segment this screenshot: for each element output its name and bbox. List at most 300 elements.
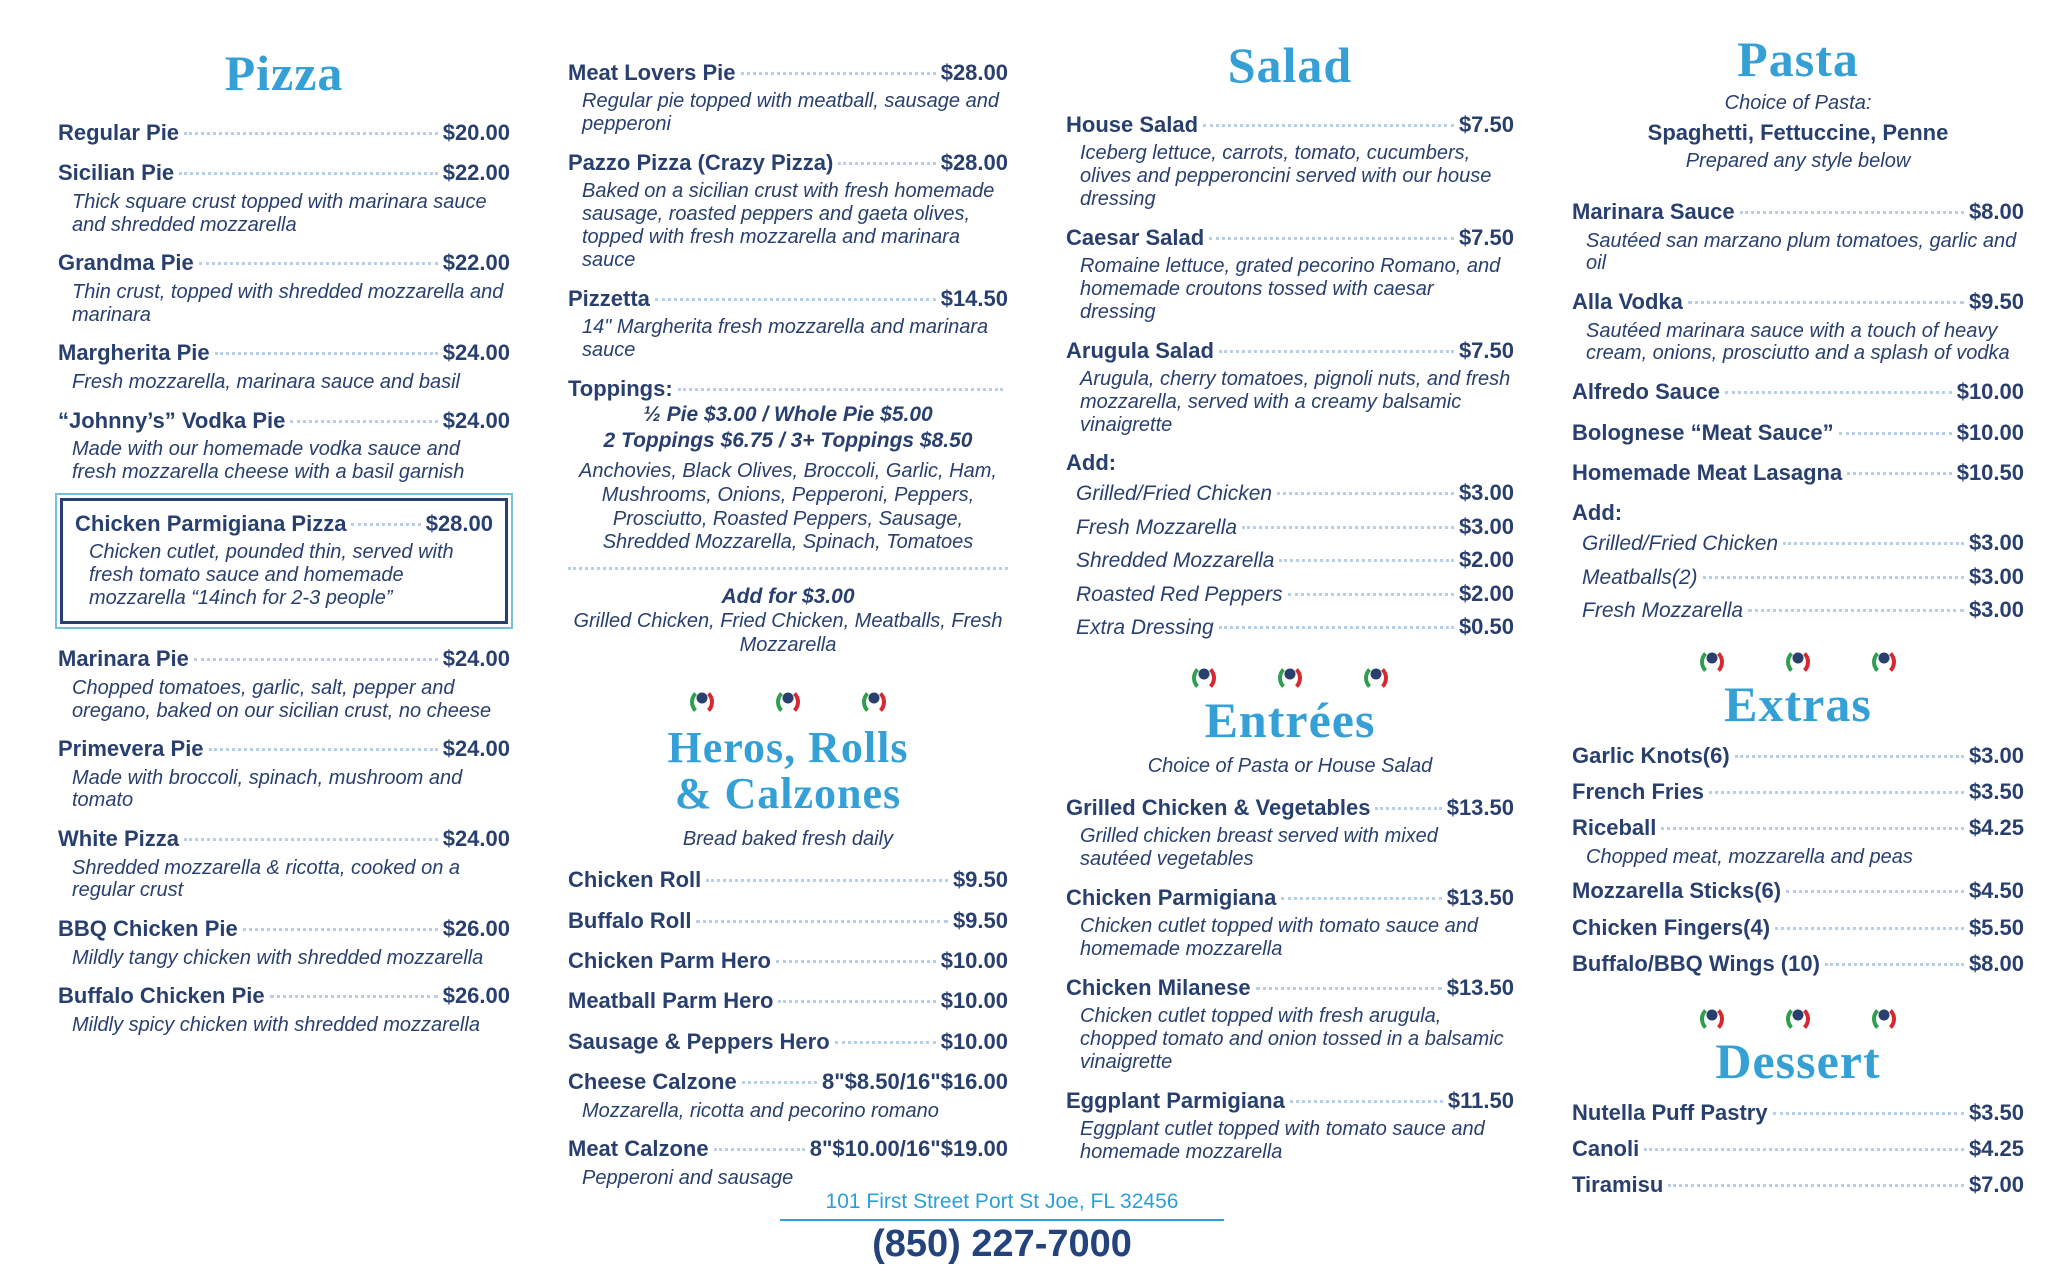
item-row xyxy=(1572,1100,2024,1126)
item-description: Iceberg lettuce, carrots, tomato, cucumbers, olives and pepperoncini served with our house dressing xyxy=(1080,142,1492,210)
pepper-dot xyxy=(1285,669,1296,680)
dotted-leader xyxy=(835,1041,936,1044)
item-row xyxy=(1572,1172,2024,1198)
menu-item xyxy=(58,646,510,722)
item-row xyxy=(58,160,510,186)
menu-item xyxy=(1066,225,1514,324)
item-name: Alla Vodka xyxy=(1572,289,1683,315)
heros-item-list xyxy=(568,867,1008,1203)
item-name: White Pizza xyxy=(58,826,180,852)
dotted-leader xyxy=(1644,1148,1964,1151)
item-name: Buffalo Roll xyxy=(568,907,692,933)
item-name: Marinara Pie xyxy=(58,646,189,672)
item-price: $26.00 xyxy=(442,983,510,1009)
pepper-dot xyxy=(697,693,708,704)
menu-item xyxy=(1572,951,2024,977)
item-description: Mozzarella, ricotta and pecorino romano xyxy=(582,1099,939,1122)
pasta-intro-line2: Spaghetti, Fettuccine, Penne xyxy=(1647,119,1949,145)
phone-number: (850) 227-7000 xyxy=(872,1223,1132,1266)
item-row xyxy=(1066,112,1514,138)
dotted-leader xyxy=(1661,827,1964,830)
dotted-leader xyxy=(1256,987,1442,990)
item-description: Eggplant cutlet topped with tomato sauce and homemade mozzarella xyxy=(1080,1118,1485,1163)
item-description: Baked on a sicilian crust with fresh homemade sausage, roasted peppers and gaeta olives, topped with fresh mozzarella and marinara sauce xyxy=(582,180,995,271)
specialty-column xyxy=(568,0,1008,1271)
dotted-leader xyxy=(776,960,936,963)
item-price: $3.00 xyxy=(1968,530,2024,556)
dotted-leader xyxy=(209,748,438,751)
dotted-leader xyxy=(243,928,438,931)
menu-item xyxy=(568,867,1008,893)
add-item-row xyxy=(1066,614,1514,640)
dotted-leader xyxy=(678,388,1003,391)
dotted-leader xyxy=(1242,526,1454,529)
pepper-icon xyxy=(1192,663,1216,685)
item-price: $8.00 xyxy=(1968,951,2024,977)
pepper-dot xyxy=(1371,669,1382,680)
item-price: $14.50 xyxy=(940,285,1008,311)
dotted-leader xyxy=(655,298,936,301)
dotted-leader xyxy=(1279,559,1453,562)
dotted-leader xyxy=(1375,807,1441,810)
item-row xyxy=(568,988,1008,1014)
dotted-leader xyxy=(1219,626,1454,629)
item-price: $9.50 xyxy=(952,867,1008,893)
item-name: Meatballs(2) xyxy=(1582,565,1698,589)
dotted-leader xyxy=(290,420,437,423)
item-row xyxy=(58,916,510,942)
entrees-subtitle: Choice of Pasta or House Salad xyxy=(1147,755,1433,778)
item-row xyxy=(1066,225,1514,251)
menu-item xyxy=(1572,1172,2024,1198)
menu-item xyxy=(1572,1136,2024,1162)
dotted-leader xyxy=(194,658,438,661)
item-price: $28.00 xyxy=(425,510,493,536)
item-name: “Johnny’s” Vodka Pie xyxy=(58,407,286,433)
add-for-title: Add for $3.00 xyxy=(721,584,855,608)
salad-item-list xyxy=(1066,112,1514,450)
pepper-dot xyxy=(1879,652,1890,663)
item-row xyxy=(58,250,510,276)
item-price: $24.00 xyxy=(442,826,510,852)
pepper-icon xyxy=(1364,663,1388,685)
item-name: Tiramisu xyxy=(1572,1172,1664,1198)
item-name: Homemade Meat Lasagna xyxy=(1572,459,1843,485)
item-price: $3.00 xyxy=(1968,597,2024,623)
menu-item xyxy=(1066,1088,1514,1164)
item-row xyxy=(568,908,1008,934)
pepper-divider xyxy=(1572,647,2024,669)
menu-item xyxy=(1572,1100,2024,1126)
item-name: Primevera Pie xyxy=(58,736,204,762)
item-description: Sautéed san marzano plum tomatoes, garlic and oil xyxy=(1586,229,2017,275)
menu-item xyxy=(568,948,1008,974)
item-price: $8.00 xyxy=(1968,199,2024,225)
item-price: $10.00 xyxy=(940,948,1008,973)
dotted-leader xyxy=(1725,391,1952,394)
dotted-leader xyxy=(184,838,438,841)
dotted-leader xyxy=(1209,237,1454,240)
toppings-price-line2: 2 Toppings $6.75 / 3+ Toppings $8.50 xyxy=(603,429,973,453)
footer xyxy=(622,1190,1382,1267)
dotted-leader xyxy=(351,523,420,526)
menu-item xyxy=(58,160,510,236)
menu-item xyxy=(1066,885,1514,961)
address-underline xyxy=(780,1190,1225,1221)
pepper-icon xyxy=(862,687,886,709)
item-name: Grilled Chicken & Vegetables xyxy=(1066,794,1371,820)
item-name: Chicken Parm Hero xyxy=(568,948,771,973)
item-name: Pizzetta xyxy=(568,285,650,311)
item-price: $10.50 xyxy=(1956,459,2024,485)
item-description: Shredded mozzarella & ricotta, cooked on a regular crust xyxy=(72,856,460,902)
pepper-dot xyxy=(1707,652,1718,663)
item-row xyxy=(58,408,510,434)
item-row xyxy=(568,60,1008,86)
pepper-divider xyxy=(568,687,1008,709)
add-item-row xyxy=(1066,514,1514,540)
pepper-dot xyxy=(1793,652,1804,663)
pasta-intro xyxy=(1572,92,2024,177)
item-row xyxy=(58,736,510,762)
item-description: Thick square crust topped with marinara sauce and shredded mozzarella xyxy=(72,190,487,236)
item-row xyxy=(1572,815,2024,841)
menu-item xyxy=(58,120,510,146)
item-row xyxy=(1066,338,1514,364)
item-row xyxy=(58,340,510,366)
section-title-pasta: Pasta xyxy=(1737,31,1859,87)
menu-item xyxy=(1572,779,2024,805)
dotted-leader xyxy=(1688,301,1964,304)
item-description: Chopped meat, mozzarella and peas xyxy=(1586,845,1913,868)
item-row xyxy=(58,826,510,852)
menu-item xyxy=(1572,743,2024,769)
item-price: $5.50 xyxy=(1968,914,2024,940)
item-description: Romaine lettuce, grated pecorino Romano, and homemade croutons tossed with caesar dressing xyxy=(1080,255,1501,323)
item-price: 8"$10.00/16"$19.00 xyxy=(809,1136,1008,1162)
toppings-block xyxy=(568,376,1008,658)
menu-item xyxy=(568,286,1008,362)
item-price: $3.00 xyxy=(1968,742,2024,768)
menu-item xyxy=(1572,878,2024,904)
pepper-icon xyxy=(690,687,714,709)
item-price: $13.50 xyxy=(1446,794,1514,820)
dotted-leader xyxy=(1775,927,1964,930)
item-name: Meatball Parm Hero xyxy=(568,988,774,1014)
section-title-dessert: Dessert xyxy=(1715,1032,1881,1089)
item-name: Grilled/Fried Chicken xyxy=(1076,482,1273,506)
dotted-leader xyxy=(1740,211,1964,214)
pizza-item-list xyxy=(58,120,510,1051)
menu-item xyxy=(568,60,1008,136)
add-item-row xyxy=(1066,480,1514,506)
item-name: Chicken Fingers(4) xyxy=(1572,914,1771,940)
dotted-leader xyxy=(184,132,438,135)
dotted-leader xyxy=(199,262,438,265)
item-description: Chicken cutlet, pounded thin, served with fresh tomato sauce and homemade mozzarella “14inch for 2-3 people” xyxy=(89,540,454,609)
menu-item xyxy=(1572,289,2024,365)
item-row xyxy=(58,120,510,146)
heros-subtitle: Bread baked fresh daily xyxy=(682,827,894,850)
menu-item xyxy=(568,1069,1008,1122)
item-price: $3.50 xyxy=(1968,778,2024,804)
dotted-leader xyxy=(1290,1100,1443,1103)
menu-item xyxy=(1066,975,1514,1074)
item-name: Sausage & Peppers Hero xyxy=(568,1028,830,1054)
item-row xyxy=(1066,975,1514,1001)
pepper-dot xyxy=(1879,1009,1890,1020)
extras-item-list xyxy=(1572,743,2024,988)
specialty-pizza-item-list xyxy=(568,60,1008,376)
item-row xyxy=(1572,289,2024,315)
item-name: Chicken Milanese xyxy=(1066,974,1251,1000)
dotted-leader xyxy=(1219,350,1454,353)
item-name: Buffalo Chicken Pie xyxy=(58,983,265,1009)
item-row xyxy=(58,983,510,1009)
dotted-leader xyxy=(1703,576,1964,579)
item-price: $7.50 xyxy=(1458,224,1514,250)
item-name: Marinara Sauce xyxy=(1572,199,1735,225)
item-price: $22.00 xyxy=(442,250,510,276)
item-price: $4.50 xyxy=(1968,878,2024,904)
item-row xyxy=(1572,878,2024,904)
item-description: Sautéed marinara sauce with a touch of heavy cream, onions, prosciutto and a splash of vodka xyxy=(1586,319,2010,365)
item-price: 8"$8.50/16"$16.00 xyxy=(821,1069,1008,1095)
pepper-icon xyxy=(1872,1004,1896,1026)
section-title-salad: Salad xyxy=(1227,37,1353,93)
heros-title-line1: Heros, Rolls xyxy=(667,723,909,773)
item-price: $3.00 xyxy=(1968,563,2024,589)
item-name: Bolognese “Meat Sauce” xyxy=(1572,419,1834,445)
dotted-leader xyxy=(1203,124,1454,127)
item-row xyxy=(75,511,493,537)
item-name: Grilled/Fried Chicken xyxy=(1582,532,1779,556)
menu-item xyxy=(568,908,1008,934)
pasta-intro-line1: Choice of Pasta: xyxy=(1724,92,1872,114)
item-description: Regular pie topped with meatball, sausage and pepperoni xyxy=(582,90,999,136)
pepper-icon xyxy=(1700,1004,1724,1026)
item-row xyxy=(1572,779,2024,805)
dotted-leader xyxy=(215,352,438,355)
pizza-column xyxy=(58,0,510,1271)
pepper-icon xyxy=(1278,663,1302,685)
item-price: $13.50 xyxy=(1446,884,1514,910)
dotted-leader xyxy=(270,995,438,998)
pepper-dot xyxy=(783,693,794,704)
item-price: $11.50 xyxy=(1447,1087,1514,1113)
dotted-leader xyxy=(741,72,936,75)
pepper-icon xyxy=(1872,647,1896,669)
item-name: Extra Dressing xyxy=(1076,615,1214,639)
dotted-leader xyxy=(714,1148,805,1151)
item-row xyxy=(1572,1136,2024,1162)
item-price: $24.00 xyxy=(442,646,510,672)
menu-item xyxy=(568,1136,1008,1189)
item-name: Pazzo Pizza (Crazy Pizza) xyxy=(568,149,834,175)
item-row xyxy=(568,867,1008,893)
item-price: $2.00 xyxy=(1458,580,1514,606)
item-name: Shredded Mozzarella xyxy=(1076,549,1275,573)
item-price: $4.25 xyxy=(1968,815,2024,841)
item-name: Margherita Pie xyxy=(58,340,210,366)
dotted-leader xyxy=(1668,1184,1964,1187)
item-name: Alfredo Sauce xyxy=(1572,379,1720,405)
item-name: Nutella Puff Pastry xyxy=(1572,1099,1768,1125)
item-row xyxy=(568,286,1008,312)
dotted-leader xyxy=(1735,755,1964,758)
item-row xyxy=(58,646,510,672)
salad-add-item-list xyxy=(1066,480,1514,647)
menu-item xyxy=(60,498,508,625)
item-description: Pepperoni and sausage xyxy=(582,1166,794,1189)
item-name: Fresh Mozzarella xyxy=(1582,599,1744,623)
menu-item xyxy=(568,150,1008,272)
item-name: Grandma Pie xyxy=(58,250,194,276)
pepper-dot xyxy=(1793,1009,1804,1020)
menu-item xyxy=(58,340,510,393)
menu-item xyxy=(1066,112,1514,211)
item-price: $22.00 xyxy=(442,160,510,186)
dessert-item-list xyxy=(1572,1100,2024,1209)
item-name: House Salad xyxy=(1066,112,1199,137)
section-title-heros xyxy=(568,725,1008,817)
item-row xyxy=(1572,379,2024,405)
menu-item xyxy=(58,408,510,484)
pepper-dot xyxy=(1199,669,1210,680)
toppings-price-line1: ½ Pie $3.00 / Whole Pie $5.00 xyxy=(643,402,933,426)
item-price: $9.50 xyxy=(952,907,1008,933)
dotted-leader xyxy=(1773,1112,1964,1115)
item-name: Sicilian Pie xyxy=(58,160,175,186)
item-price: $10.00 xyxy=(940,1028,1008,1054)
heros-title-line2: & Calzones xyxy=(674,769,902,819)
item-price: $7.50 xyxy=(1458,337,1514,363)
menu-item xyxy=(1572,815,2024,868)
pasta-intro-line3: Prepared any style below xyxy=(1685,149,1911,172)
item-description: Chopped tomatoes, garlic, salt, pepper and oregano, baked on our sicilian crust, no cheese xyxy=(72,676,492,722)
pepper-dot xyxy=(1707,1009,1718,1020)
menu-item xyxy=(58,250,510,326)
item-price: $13.50 xyxy=(1446,974,1514,1000)
item-price: $24.00 xyxy=(442,736,510,762)
add-for-description: Grilled Chicken, Fried Chicken, Meatballs, Fresh Mozzarella xyxy=(573,610,1003,656)
section-title-pizza: Pizza xyxy=(224,45,344,101)
salad-add-label: Add: xyxy=(1066,450,1117,476)
dotted-leader xyxy=(179,172,438,175)
item-description: Thin crust, topped with shredded mozzarella and marinara xyxy=(72,280,504,326)
item-price: $24.00 xyxy=(442,340,510,366)
item-name: Chicken Roll xyxy=(568,867,702,893)
add-item-row xyxy=(1066,581,1514,607)
add-item-row xyxy=(1572,530,2024,556)
item-row xyxy=(568,948,1008,974)
item-price: $9.50 xyxy=(1968,289,2024,315)
item-price: $3.00 xyxy=(1458,513,1514,539)
item-name: Caesar Salad xyxy=(1066,224,1205,250)
pepper-divider xyxy=(1066,663,1514,685)
item-description: Chicken cutlet topped with fresh arugula, chopped tomato and onion tossed in a balsamic vinaigrette xyxy=(1080,1005,1504,1073)
item-row xyxy=(1572,460,2024,486)
item-name: Buffalo/BBQ Wings (10) xyxy=(1572,951,1820,977)
menu-item xyxy=(568,1029,1008,1055)
item-price: $10.00 xyxy=(940,988,1008,1014)
item-row xyxy=(1066,795,1514,821)
dotted-divider xyxy=(568,567,1008,570)
dotted-leader xyxy=(706,879,948,882)
item-row xyxy=(568,1069,1008,1095)
item-price: $4.25 xyxy=(1968,1136,2024,1162)
menu-item xyxy=(1572,460,2024,486)
item-description: Mildly spicy chicken with shredded mozzarella xyxy=(72,1013,480,1036)
item-name: BBQ Chicken Pie xyxy=(58,916,238,942)
item-name: Cheese Calzone xyxy=(568,1069,737,1095)
item-price: $7.00 xyxy=(1968,1172,2024,1198)
menu-item xyxy=(58,736,510,812)
item-price: $7.50 xyxy=(1458,112,1514,137)
menu-item xyxy=(1066,795,1514,871)
item-name: Riceball xyxy=(1572,815,1657,841)
item-description: Made with broccoli, spinach, mushroom and tomato xyxy=(72,766,463,812)
item-price: $10.00 xyxy=(1956,379,2024,405)
item-name: Meat Calzone xyxy=(568,1136,709,1162)
item-description: Grilled chicken breast served with mixed sautéed vegetables xyxy=(1080,825,1438,871)
dotted-leader xyxy=(1748,609,1964,612)
item-description: Made with our homemade vodka sauce and fresh mozzarella cheese with a basil garnish xyxy=(72,437,465,483)
toppings-row xyxy=(568,376,1008,402)
item-name: Eggplant Parmigiana xyxy=(1066,1087,1285,1113)
pepper-icon xyxy=(1786,1004,1810,1026)
item-name: Canoli xyxy=(1572,1136,1640,1162)
add-item-row xyxy=(1572,564,2024,590)
item-name: Chicken Parmigiana xyxy=(1066,884,1277,910)
dotted-leader xyxy=(696,920,948,923)
menu-item xyxy=(1066,338,1514,437)
item-row xyxy=(568,1029,1008,1055)
menu-item xyxy=(58,983,510,1036)
pepper-icon xyxy=(776,687,800,709)
dotted-leader xyxy=(1783,542,1964,545)
item-row xyxy=(1572,915,2024,941)
menu-item xyxy=(1572,199,2024,275)
pepper-icon xyxy=(1700,647,1724,669)
item-price: $28.00 xyxy=(940,60,1008,85)
item-description: Chicken cutlet topped with tomato sauce and homemade mozzarella xyxy=(1080,915,1479,961)
item-row xyxy=(1066,885,1514,911)
item-description: Mildly tangy chicken with shredded mozzarella xyxy=(72,946,484,969)
pepper-divider xyxy=(1572,1004,2024,1026)
item-row xyxy=(1572,951,2024,977)
item-price: $3.00 xyxy=(1458,480,1514,506)
pasta-add-item-list xyxy=(1572,530,2024,630)
item-name: French Fries xyxy=(1572,778,1705,804)
item-price: $24.00 xyxy=(442,407,510,433)
add-item-row xyxy=(1066,547,1514,573)
item-name: Meat Lovers Pie xyxy=(568,60,736,85)
item-name: Roasted Red Peppers xyxy=(1076,582,1283,606)
dotted-leader xyxy=(1281,897,1441,900)
item-name: Garlic Knots(6) xyxy=(1572,742,1730,768)
item-row xyxy=(568,1136,1008,1162)
item-row xyxy=(1066,1088,1514,1114)
toppings-label: Toppings: xyxy=(568,375,673,401)
salad-column xyxy=(1066,0,1514,1271)
item-price: $28.00 xyxy=(940,149,1008,175)
item-row xyxy=(1572,420,2024,446)
pepper-icon xyxy=(1786,647,1810,669)
menu-item xyxy=(1572,915,2024,941)
dotted-leader xyxy=(1288,593,1454,596)
section-title-extras: Extras xyxy=(1724,675,1872,732)
